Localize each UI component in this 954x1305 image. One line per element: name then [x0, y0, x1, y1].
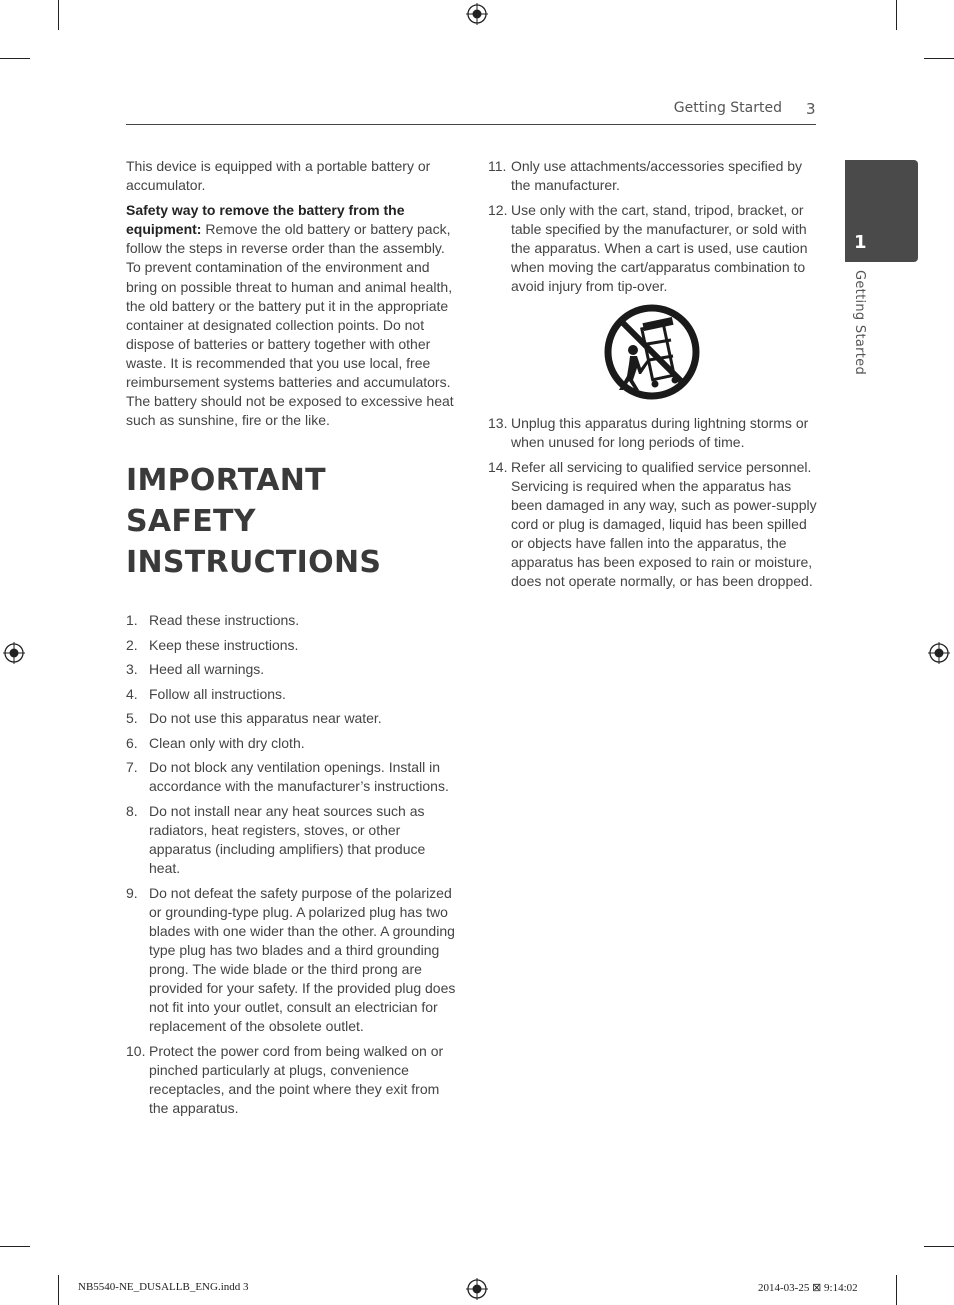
battery-removal-heading: Safety way to remove the battery from the equipment:	[126, 202, 405, 238]
list-item	[126, 660, 456, 679]
list-item	[126, 802, 456, 878]
list-item-number: 9.	[126, 884, 138, 901]
instruction-list-right-continued	[488, 414, 820, 591]
chapter-number: 1	[854, 232, 867, 253]
list-item-text: Use only with the cart, stand, tripod, bracket, or table specified by the manufacturer, or sold with the apparatus. When a cart is used, use caution when moving the cart/apparatus combination to avoid injury from tip-over.	[511, 201, 808, 294]
list-item-text: Do not defeat the safety purpose of the polarized or grounding-type plug. A polarized plug has two blades with one wider than the other. A grounding type plug has two blades and a third grounding prong. The wide blade or the third prong are provided for your safety. If the provided plug does not fit into your outlet, consult an electrician for replacement of the obsolete outlet.	[149, 884, 456, 1035]
instruction-list-right	[488, 157, 820, 296]
list-item-text: Protect the power cord from being walked on or pinched particularly at plugs, convenience receptacles, and the point where they exit from the apparatus.	[149, 1042, 444, 1116]
list-item-text: Read these instructions.	[149, 612, 300, 629]
section-title: IMPORTANT SAFETY INSTRUCTIONS	[126, 463, 382, 581]
crop-mark	[0, 58, 30, 59]
list-item	[126, 1042, 456, 1118]
crop-mark	[58, 1275, 59, 1305]
registration-mark-icon	[3, 642, 25, 664]
list-item-text: Clean only with dry cloth.	[149, 734, 305, 751]
battery-intro-paragraph: This device is equipped with a portable battery or accumulator.	[126, 158, 431, 194]
list-item	[488, 414, 820, 452]
list-item	[126, 636, 456, 655]
list-item-text: Unplug this apparatus during lightning storms or when unused for long periods of time.	[511, 415, 809, 451]
list-item-number: 5.	[126, 710, 138, 727]
list-item	[488, 201, 820, 296]
list-item	[126, 685, 456, 704]
list-item-number: 7.	[126, 759, 138, 776]
list-item-number: 11.	[488, 158, 507, 174]
registration-mark-icon	[466, 1278, 488, 1300]
crop-mark	[0, 1246, 30, 1247]
left-column	[126, 157, 456, 1123]
battery-removal-paragraph	[126, 201, 456, 430]
page-number: 3	[806, 100, 816, 118]
footer-file-name: NB5540-NE_DUSALLB_ENG.indd 3	[78, 1281, 249, 1293]
list-item	[126, 709, 456, 728]
list-item-number: 13.	[488, 415, 508, 432]
crop-mark	[58, 0, 59, 30]
list-item-text: Keep these instructions.	[149, 636, 299, 653]
list-item-number: 14.	[488, 458, 508, 475]
registration-mark-icon	[466, 3, 488, 25]
list-item-text: Only use attachments/accessories specified by the manufacturer.	[511, 158, 803, 194]
cart-tip-over-warning-icon	[603, 304, 701, 400]
list-item	[126, 884, 456, 1037]
crop-mark	[924, 58, 954, 59]
list-item-number: 8.	[126, 802, 138, 819]
header-divider	[126, 124, 816, 125]
crop-mark	[896, 0, 897, 30]
list-item-text: Refer all servicing to qualified service personnel. Servicing is required when the apparatus has been damaged in any way, such as power-supply cord or plug is damaged, liquid has been spilled or objects have fallen into the apparatus, the apparatus has been exposed to rain or moisture, does not operate normally, or has been dropped.	[511, 458, 817, 590]
running-header-section: Getting Started	[673, 100, 782, 116]
list-item-number: 6.	[126, 734, 138, 751]
list-item	[488, 458, 820, 592]
list-item	[126, 611, 456, 630]
list-item-text: Do not use this apparatus near water.	[149, 710, 382, 727]
right-column	[488, 157, 820, 597]
crop-mark	[896, 1275, 897, 1305]
list-item	[488, 157, 820, 195]
list-item	[126, 734, 456, 753]
list-item	[126, 758, 456, 796]
list-item-number: 2.	[126, 636, 138, 653]
footer-timestamp: 2014-03-25 ⊠ 9:14:02	[758, 1282, 858, 1294]
battery-removal-text: Remove the old battery or battery pack, follow the steps in reverse order than the assembly. To prevent contamination of the environment and bring on possible threat to human and animal health, the old battery or the battery put it in the appropriate container at designated collection points. Do not dispose of batteries or battery together with other waste. It is recommended that you use local, free reimbursement systems batteries and accumulators. The battery should not be exposed to excessive heat such as sunshine, fire or the like.	[126, 221, 454, 429]
list-item-number: 1.	[126, 612, 138, 629]
crop-mark	[924, 1246, 954, 1247]
list-item-number: 4.	[126, 685, 138, 702]
registration-mark-icon	[928, 642, 950, 664]
list-item-text: Do not block any ventilation openings. Install in accordance with the manufacturer’s instructions.	[149, 759, 449, 795]
list-item-number: 3.	[126, 661, 138, 678]
instruction-list-left	[126, 611, 456, 1118]
list-item-number: 12.	[488, 201, 508, 218]
list-item-text: Heed all warnings.	[149, 661, 265, 678]
chapter-label: Getting Started	[852, 270, 867, 376]
list-item-number: 10.	[126, 1042, 146, 1059]
list-item-text: Follow all instructions.	[149, 685, 286, 702]
list-item-text: Do not install near any heat sources such as radiators, heat registers, stoves, or other apparatus (including amplifiers) that produce heat.	[149, 802, 426, 877]
